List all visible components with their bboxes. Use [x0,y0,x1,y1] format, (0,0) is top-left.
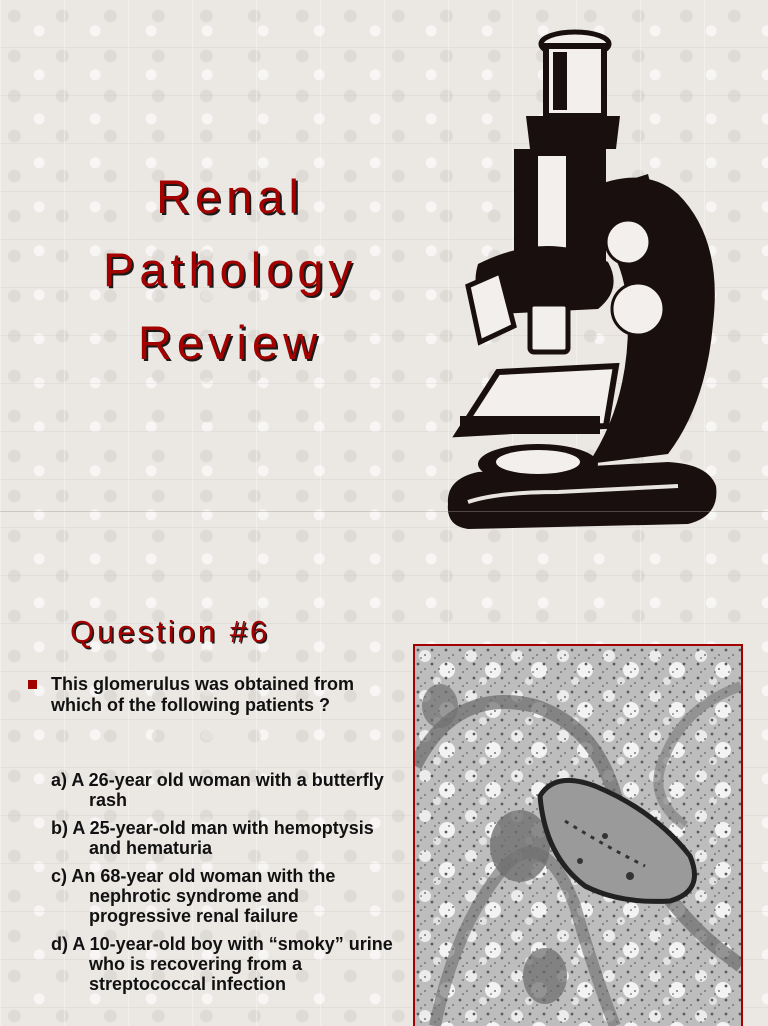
answer-option-b: b) A 25-year-old man with hemoptysis and hematuria [51,818,374,858]
electron-micrograph [413,644,743,1026]
bullet-square-icon [28,680,37,689]
answer-options [51,770,396,1002]
microscope-icon [438,24,728,539]
title-line: Review [137,316,323,369]
slide-title [40,160,420,379]
title-line: Renal [156,170,304,223]
title-slide [0,0,768,512]
answer-option-d: d) A 10-year-old boy with “smoky” urine who is recovering from a streptococcal infection [51,934,393,994]
question-text: This glomerulus was obtained from which of the following patients ? [51,674,355,715]
answer-option-a: a) A 26-year old woman with a butterfly rash [51,770,384,810]
question-heading: Question #6 [70,614,271,649]
title-line: Pathology [102,243,358,296]
micrograph-image [415,646,741,1026]
answer-option-c: c) An 68-year old woman with the nephrotic syndrome and progressive renal failure [51,866,336,926]
